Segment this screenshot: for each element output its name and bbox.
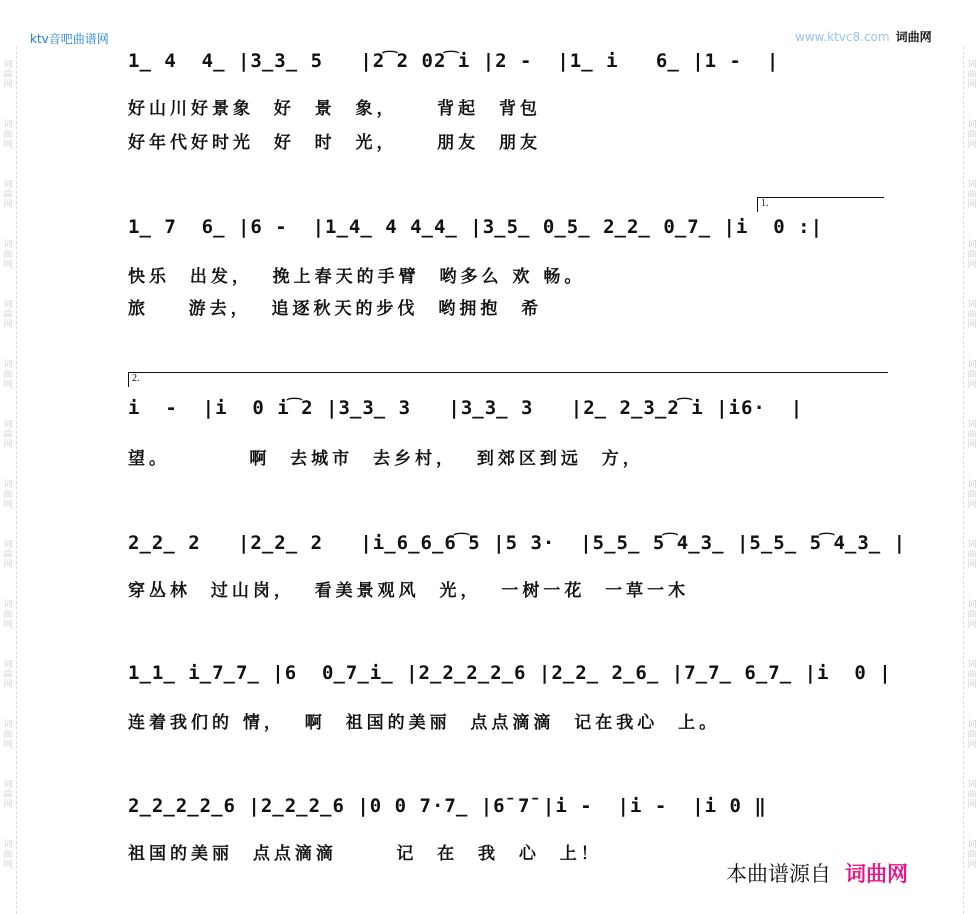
notation-row-4: 2̲2̲ 2 |2̲2̲ 2 |i̲6̲6̲6͡5 |5 3· |5̲5̲ 5͡4̲3̲ |5̲5̲ 5͡4̲3̲ | — [128, 532, 907, 554]
notation-row-1: 1̲ 4 4̲ |3̲3̲ 5 |2͡2 02͡i |2 - |1̲ i 6̲ |1 - | — [128, 50, 780, 72]
side-watermark-mark: 词 曲 网 — [967, 540, 977, 570]
side-watermark-mark: 词 曲 网 — [967, 660, 977, 690]
side-watermark-mark: 词 曲 网 — [3, 120, 13, 150]
side-watermark-mark: 词 曲 网 — [3, 600, 13, 630]
side-watermark-mark: 词 曲 网 — [3, 660, 13, 690]
lyric-row-2-verse-1: 快乐 出发， 挽上春天的手臂 哟多么 欢 畅。 — [128, 267, 586, 287]
watermark-top-left: ktv音吧曲谱网 — [30, 32, 109, 46]
side-watermark-mark: 词 曲 网 — [967, 780, 977, 810]
side-watermark-mark: 词 曲 网 — [967, 840, 977, 870]
notation-row-5: 1̲1̲ i̲7̲7̲ |6 0̲7̲i̲ |2̲2̲2̲2̲6 |2̲2̲ 2̲6̲ |7̲7̲ 6̲7̲ |i 0 | — [128, 662, 892, 684]
side-watermark-mark: 词 曲 网 — [3, 720, 13, 750]
side-watermark-mark: 词 曲 网 — [3, 780, 13, 810]
lyric-row-2-verse-2: 旅 游去， 追逐秋天的步伐 哟拥抱 希 — [128, 299, 543, 319]
watermark-top-right — [795, 28, 932, 45]
side-watermark-mark: 词 曲 网 — [967, 420, 977, 450]
source-credit — [726, 858, 908, 888]
side-watermark-mark: 词 曲 网 — [967, 480, 977, 510]
notation-row-3: i - |i 0 i͡2 |3̲3̲ 3 |3̲3̲ 3 |2̲ 2̲3̲2͡i |i6· | — [128, 397, 804, 419]
side-watermark-mark: 词 曲 网 — [967, 60, 977, 90]
notation-row-6: 2̲2̲2̲2̲6 |2̲2̲2̲6 |0 0 7·7̲ |6̄ 7̄ |i - |i - |i 0 ‖ — [128, 795, 767, 817]
lyric-row-5: 连着我们的 情， 啊 祖国的美丽 点点滴滴 记在我心 上。 — [128, 713, 721, 733]
left-watermark-strip — [0, 46, 17, 914]
side-watermark-mark: 词 曲 网 — [3, 420, 13, 450]
volta-bracket-1: 1. — [757, 197, 884, 212]
volta-bracket-2: 2. — [128, 372, 888, 387]
lyric-row-1-verse-2: 好年代好时光 好 时 光， 朋友 朋友 — [128, 133, 542, 153]
side-watermark-mark: 词 曲 网 — [3, 60, 13, 90]
side-watermark-mark: 词 曲 网 — [967, 360, 977, 390]
side-watermark-mark: 词 曲 网 — [3, 480, 13, 510]
watermark-brand: 词曲网 — [895, 30, 932, 44]
source-label: 本曲谱源自 — [726, 862, 831, 886]
side-watermark-mark: 词 曲 网 — [3, 300, 13, 330]
lyric-row-6: 祖国的美丽 点点滴滴 记 在 我 心 上！ — [128, 844, 602, 864]
lyric-row-4: 穿丛林 过山岗， 看美景观风 光， 一树一花 一草一木 — [128, 581, 690, 601]
right-watermark-strip — [963, 46, 980, 914]
watermark-url: www.ktvc8.com — [795, 30, 890, 44]
side-watermark-mark: 词 曲 网 — [967, 720, 977, 750]
source-brand[interactable]: 词曲网 — [845, 862, 908, 886]
notation-row-2: 1̲ 7 6̲ |6 - |1̲4̲ 4 4̲4̲ |3̲5̲ 0̲5̲ 2̲2̲ 0̲7̲ |i 0 :| — [128, 216, 824, 238]
side-watermark-mark: 词 曲 网 — [3, 540, 13, 570]
side-watermark-mark: 词 曲 网 — [3, 840, 13, 870]
side-watermark-mark: 词 曲 网 — [967, 600, 977, 630]
side-watermark-mark: 词 曲 网 — [3, 360, 13, 390]
lyric-row-1-verse-1: 好山川好景象 好 景 象， 背起 背包 — [128, 99, 542, 119]
side-watermark-mark: 词 曲 网 — [967, 120, 977, 150]
side-watermark-mark: 词 曲 网 — [967, 180, 977, 210]
lyric-row-3: 望。 啊 去城市 去乡村， 到郊区到远 方， — [128, 449, 644, 469]
side-watermark-mark: 词 曲 网 — [3, 240, 13, 270]
side-watermark-mark: 词 曲 网 — [3, 180, 13, 210]
side-watermark-mark: 词 曲 网 — [967, 300, 977, 330]
side-watermark-mark: 词 曲 网 — [967, 240, 977, 270]
